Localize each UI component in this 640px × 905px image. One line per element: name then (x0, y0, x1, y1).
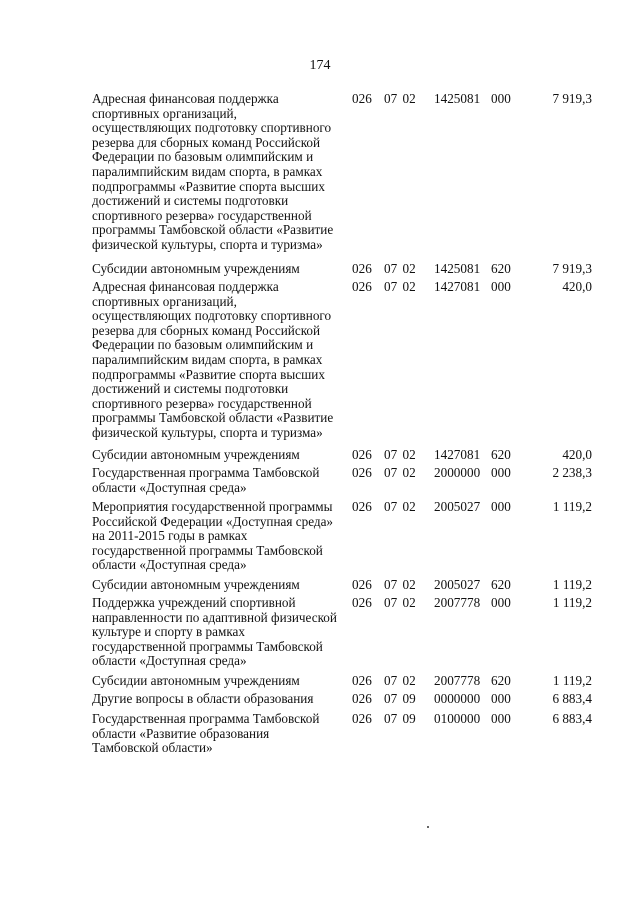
amount: 1 119,2 (552, 673, 592, 688)
target-article-code: 2000000 (434, 465, 481, 480)
target-article-code: 0000000 (434, 691, 481, 706)
target-article-code: 2005027 (434, 499, 481, 514)
page-number: 174 (309, 58, 331, 73)
target-article-code: 1427081 (434, 447, 481, 462)
target-article-code: 2005027 (434, 577, 481, 592)
ministry-code: 026 (352, 577, 372, 592)
ministry-code: 026 (352, 447, 372, 462)
section-code: 07 02 (384, 279, 416, 294)
row-name: Поддержка учреждений спортивной направленности по адаптивной физической культуре и спорту в рамках государственной программы Тамбовской области «Доступная среда» (92, 595, 337, 669)
amount: 1 119,2 (552, 499, 592, 514)
ministry-code: 026 (352, 711, 372, 726)
expense-type-code: 000 (491, 465, 511, 480)
amount: 420,0 (562, 279, 592, 294)
amount: 6 883,4 (552, 711, 592, 726)
row-name: Мероприятия государственной программы Российской Федерации «Доступная среда» на 2011-2015 годы в рамках государственной программы Тамбовской области «Доступная среда» (92, 499, 334, 573)
expense-type-code: 620 (491, 577, 511, 592)
row-name: Субсидии автономным учреждениям (92, 673, 300, 688)
amount: 7 919,3 (552, 261, 592, 276)
scan-speck (427, 826, 429, 828)
expense-type-code: 000 (491, 499, 511, 514)
section-code: 07 02 (384, 91, 416, 106)
target-article-code: 1425081 (434, 91, 481, 106)
target-article-code: 2007778 (434, 595, 481, 610)
row-name: Субсидии автономным учреждениям (92, 261, 300, 276)
expense-type-code: 000 (491, 691, 511, 706)
target-article-code: 1425081 (434, 261, 481, 276)
section-code: 07 09 (384, 691, 416, 706)
row-name: Государственная программа Тамбовской области «Развитие образования Тамбовской области» (92, 711, 320, 756)
row-name: Субсидии автономным учреждениям (92, 447, 300, 462)
ministry-code: 026 (352, 499, 372, 514)
expense-type-code: 620 (491, 673, 511, 688)
section-code: 07 02 (384, 595, 416, 610)
target-article-code: 1427081 (434, 279, 481, 294)
ministry-code: 026 (352, 279, 372, 294)
expense-type-code: 620 (491, 447, 511, 462)
section-code: 07 02 (384, 447, 416, 462)
expense-type-code: 000 (491, 279, 511, 294)
section-code: 07 09 (384, 711, 416, 726)
target-article-code: 2007778 (434, 673, 481, 688)
amount: 2 238,3 (552, 465, 592, 480)
target-article-code: 0100000 (434, 711, 481, 726)
expense-type-code: 620 (491, 261, 511, 276)
amount: 420,0 (562, 447, 592, 462)
section-code: 07 02 (384, 465, 416, 480)
section-code: 07 02 (384, 499, 416, 514)
row-name: Адресная финансовая поддержка спортивных организаций, осуществляющих подготовку спортивного резерва для сборных команд Российской Федерации по базовым олимпийским и паралимпийским видам спорта, в рамках подпрограммы «Развитие спорта высших достижений и системы подготовки спортивного резерва» государственной программы Тамбовской области «Развитие физической культуры, спорта и туризма» (92, 279, 334, 440)
amount: 1 119,2 (552, 595, 592, 610)
ministry-code: 026 (352, 261, 372, 276)
section-code: 07 02 (384, 261, 416, 276)
amount: 1 119,2 (552, 577, 592, 592)
row-name: Государственная программа Тамбовской области «Доступная среда» (92, 465, 320, 495)
expense-type-code: 000 (491, 595, 511, 610)
ministry-code: 026 (352, 595, 372, 610)
ministry-code: 026 (352, 691, 372, 706)
row-name: Субсидии автономным учреждениям (92, 577, 300, 592)
expense-type-code: 000 (491, 711, 511, 726)
ministry-code: 026 (352, 465, 372, 480)
expense-type-code: 000 (491, 91, 511, 106)
ministry-code: 026 (352, 91, 372, 106)
section-code: 07 02 (384, 673, 416, 688)
section-code: 07 02 (384, 577, 416, 592)
amount: 6 883,4 (552, 691, 592, 706)
amount: 7 919,3 (552, 91, 592, 106)
row-name: Адресная финансовая поддержка спортивных организаций, осуществляющих подготовку спортивного резерва для сборных команд Российской Федерации по базовым олимпийским и паралимпийским видам спорта, в рамках подпрограммы «Развитие спорта высших достижений и системы подготовки спортивного резерва» государственной программы Тамбовской области «Развитие физической культуры, спорта и туризма» (92, 91, 334, 252)
row-name: Другие вопросы в области образования (92, 691, 314, 706)
ministry-code: 026 (352, 673, 372, 688)
